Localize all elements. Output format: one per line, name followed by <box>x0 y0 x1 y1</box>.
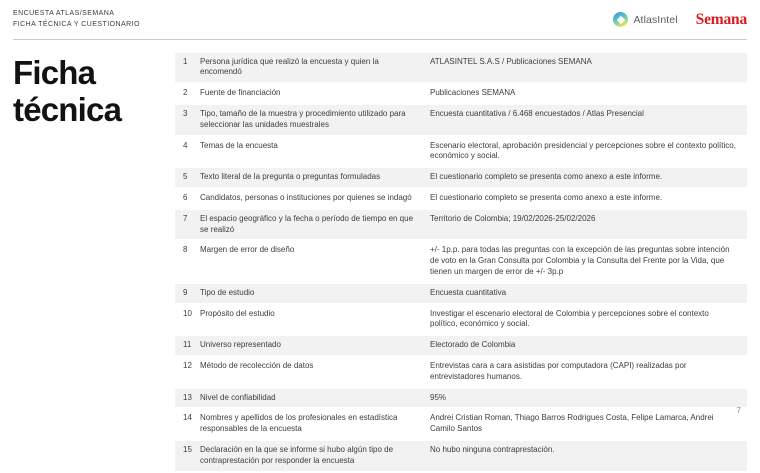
technical-data-table <box>175 53 747 473</box>
header-eyebrow <box>13 9 140 31</box>
row-question: Nombres y apellidos de los profesionales en estadística responsables de la encuesta <box>200 413 398 434</box>
row-answer: Encuesta cuantitativa <box>430 287 507 297</box>
eyebrow-line-2: FICHA TÉCNICA Y CUESTIONARIO <box>13 20 140 28</box>
table-row <box>175 210 747 240</box>
row-number: 6 <box>183 193 188 203</box>
table-row <box>175 137 747 167</box>
table-row <box>175 168 747 187</box>
row-question: Declaración en la que se informe si hubo algún tipo de contraprestación por responder la encuesta <box>200 445 394 465</box>
row-answer: Investigar el escenario electoral de Colombia y percepciones sobre el contexto político, económico y social. <box>430 308 709 329</box>
row-number: 1 <box>183 56 188 66</box>
row-question: Margen de error de diseño <box>200 245 295 255</box>
row-question: Texto literal de la pregunta o preguntas formuladas <box>200 172 381 182</box>
table-row <box>175 305 747 335</box>
row-number: 15 <box>183 445 192 455</box>
row-question: Temas de la encuesta <box>200 140 278 150</box>
row-answer: ATLASINTEL S.A.S / Publicaciones SEMANA <box>430 56 592 66</box>
atlasintel-diamond-icon <box>613 12 628 27</box>
page-header <box>13 0 747 40</box>
row-answer: Escenario electoral, aprobación presidencial y percepciones sobre el contexto político, económico y social. <box>430 140 736 161</box>
row-number: 7 <box>183 213 188 223</box>
eyebrow-line-1: ENCUESTA ATLAS/SEMANA <box>13 10 115 17</box>
row-number: 9 <box>183 287 188 297</box>
row-question: Nivel de confiabilidad <box>200 392 276 402</box>
row-question: Fuente de financiación <box>200 88 281 98</box>
row-question: Tipo de estudio <box>200 287 255 297</box>
row-answer: El cuestionario completo se presenta como anexo a este informe. <box>430 193 663 203</box>
row-number: 5 <box>183 172 188 182</box>
row-answer: 95% <box>430 392 447 402</box>
row-answer: +/- 1p.p. para todas las preguntas con la excepción de las preguntas sobre intención de voto en la Gran Consulta por Colombia y la Consulta del Frente por la Vida, que tienen un margen de error de +/- 3p.p <box>430 245 730 277</box>
header-logos <box>613 11 747 29</box>
table-row <box>175 389 747 408</box>
row-answer: Andrei Cristian Roman, Thiago Barros Rodrigues Costa, Felipe Lamarca, Andrei Camilo Santos <box>430 413 714 434</box>
table-row <box>175 53 747 83</box>
row-number: 14 <box>183 413 192 423</box>
row-answer: Encuesta cuantitativa / 6.468 encuestados / Atlas Presencial <box>430 109 644 119</box>
row-question: Tipo, tamaño de la muestra y procedimiento utilizado para seleccionar las unidades muestrales <box>200 109 406 129</box>
page-number: 7 <box>736 406 741 415</box>
table-row <box>175 105 747 135</box>
table-row <box>175 84 747 103</box>
page-content <box>0 40 760 473</box>
row-answer: Entrevistas cara a cara asistidas por computadora (CAPI) realizadas por entrevistadores humanos. <box>430 361 687 381</box>
row-answer: Publicaciones SEMANA <box>430 88 516 98</box>
table-row <box>175 409 747 439</box>
row-number: 4 <box>183 140 188 150</box>
row-number: 12 <box>183 361 192 371</box>
atlasintel-wordmark: AtlasIntel <box>633 13 678 26</box>
row-question: Propósito del estudio <box>200 308 275 318</box>
semana-logo: Semana <box>695 10 747 28</box>
row-number: 11 <box>183 340 192 350</box>
row-answer: Territorio de Colombia; 19/02/2026-25/02/2026 <box>430 213 596 223</box>
row-question: Candidatos, personas o instituciones por quienes se indagó <box>200 193 412 203</box>
page-title <box>13 53 175 129</box>
row-number: 10 <box>183 308 192 318</box>
row-question: Persona jurídica que realizó la encuesta y quien la encomendó <box>200 56 379 77</box>
table-row <box>175 336 747 355</box>
table-row <box>175 441 747 471</box>
page-title-text: Ficha técnica <box>13 53 122 128</box>
row-number: 13 <box>183 392 192 402</box>
row-answer: Electorado de Colombia <box>430 340 516 350</box>
table-row <box>175 357 747 387</box>
row-number: 2 <box>183 88 188 98</box>
row-question: El espacio geográfico y la fecha o período de tiempo en que se realizó <box>200 213 414 234</box>
row-answer: El cuestionario completo se presenta como anexo a este informe. <box>430 172 663 182</box>
row-question: Método de recolección de datos <box>200 361 314 371</box>
table-row <box>175 284 747 303</box>
row-number: 8 <box>183 245 188 255</box>
row-answer: No hubo ninguna contraprestación. <box>430 445 555 455</box>
table-row <box>175 189 747 208</box>
atlasintel-logo <box>613 12 677 27</box>
row-number: 3 <box>183 109 188 119</box>
row-question: Universo representado <box>200 340 281 350</box>
table-row <box>175 241 747 281</box>
